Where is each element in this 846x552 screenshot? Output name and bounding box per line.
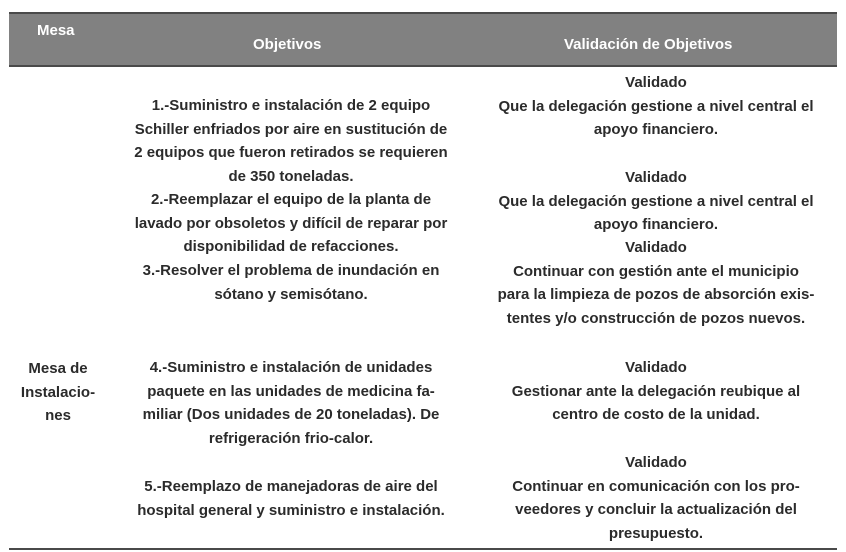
- validation-status: Validado: [625, 239, 687, 256]
- objective-line: sótano y semisótano.: [214, 285, 368, 303]
- table-body: [9, 67, 837, 548]
- validation-line: Que la delegación gestione a nivel central el: [498, 192, 814, 210]
- objective-line: 4.-Suministro e instalación de unidades: [149, 359, 433, 376]
- validation-line: para la limpieza de pozos de absorción exis-: [497, 286, 815, 303]
- objective-4: [114, 356, 468, 450]
- objective-line: miliar (Dos unidades de 20 toneladas). De: [142, 406, 440, 423]
- validation-line: apoyo financiero.: [593, 216, 719, 233]
- objective-line: 1.-Suministro e instalación de 2 equipo: [151, 97, 431, 114]
- validation-status: Validado: [625, 359, 687, 376]
- objective-line: disponibilidad de refacciones.: [183, 238, 399, 255]
- objective-line: de 350 toneladas.: [228, 167, 354, 185]
- validation-status: Validado: [625, 169, 687, 186]
- objective-line: Schiller enfriados por aire en sustitución de: [134, 120, 448, 138]
- validation-line: tentes y/o construcción de pozos nuevos.: [506, 309, 806, 327]
- objective-2: [114, 188, 468, 259]
- header-objetivos: Objetivos: [253, 36, 322, 53]
- validation-2: [475, 166, 837, 237]
- objective-line: refrigeración frio-calor.: [208, 429, 374, 447]
- objective-5: [114, 475, 468, 522]
- objective-line: 5.-Reemplazo de manejadoras de aire del: [144, 478, 438, 495]
- mesa-line: Instalacio-: [20, 383, 96, 401]
- objective-line: hospital general y suministro e instalación.: [137, 501, 445, 519]
- validation-line: Continuar con gestión ante el municipio: [513, 262, 799, 280]
- validation-status: Validado: [625, 454, 687, 471]
- header-mesa: Mesa: [37, 22, 75, 39]
- objective-line: 2.-Reemplazar el equipo de la planta de: [150, 191, 432, 208]
- mesa-cell: [9, 357, 107, 428]
- objective-line: 3.-Resolver el problema de inundación en: [142, 262, 440, 279]
- header-validacion: Validación de Objetivos: [564, 36, 733, 53]
- validation-line: centro de costo de la unidad.: [552, 406, 760, 423]
- objective-3: [114, 259, 468, 306]
- validation-status: Validado: [625, 74, 687, 91]
- mesa-line: Mesa de: [28, 360, 88, 377]
- validation-line: apoyo financiero.: [593, 121, 719, 138]
- validation-line: Gestionar ante la delegación reubique al: [511, 382, 801, 400]
- validation-1: [475, 71, 837, 142]
- validation-line: Que la delegación gestione a nivel central el: [498, 97, 814, 115]
- validation-line: presupuesto.: [608, 524, 704, 542]
- validation-3: [475, 236, 837, 330]
- validation-4: [475, 356, 837, 427]
- validation-5: [475, 451, 837, 545]
- objective-line: lavado por obsoletos y difícil de reparar por: [134, 214, 448, 232]
- objectives-table: [9, 12, 837, 550]
- validation-line: veedores y concluir la actualización del: [515, 501, 797, 518]
- table-bottom-rule: [9, 548, 837, 550]
- objective-line: 2 equipos que fueron retirados se requieren: [134, 144, 448, 161]
- mesa-line: nes: [45, 407, 71, 424]
- validation-line: Continuar en comunicación con los pro-: [512, 477, 800, 495]
- objective-line: paquete en las unidades de medicina fa-: [147, 382, 435, 400]
- table-header: [9, 12, 837, 67]
- objective-1: [114, 94, 468, 188]
